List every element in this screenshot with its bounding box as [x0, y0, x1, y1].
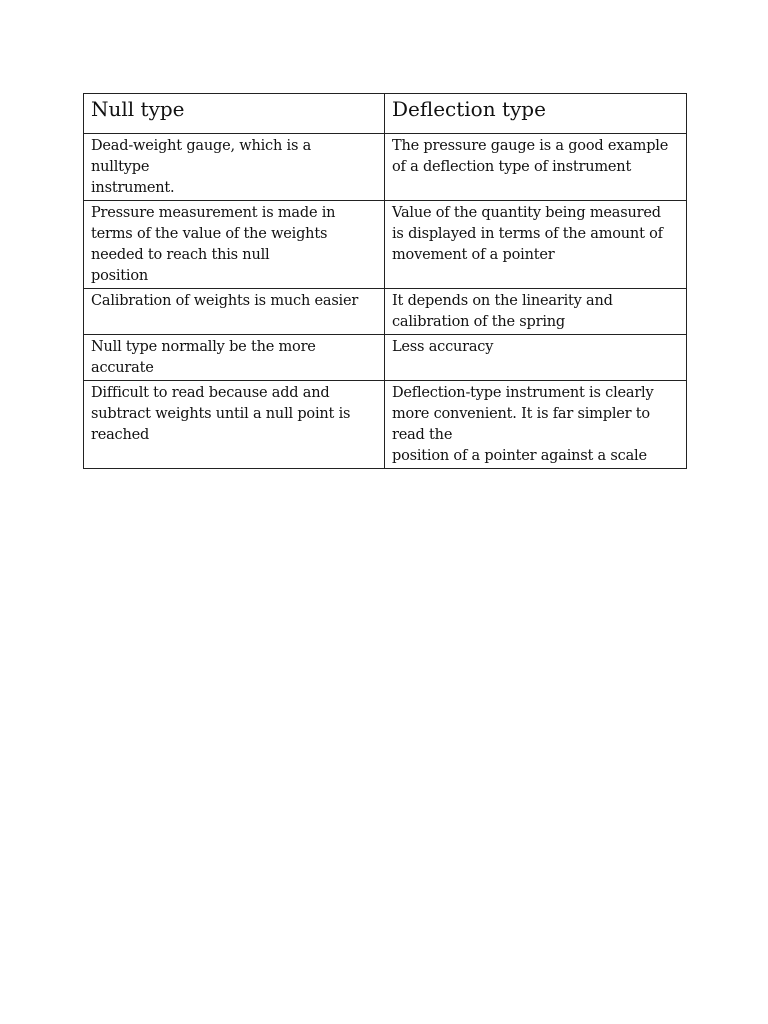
- cell-line: reached: [91, 427, 150, 443]
- cell-line: Calibration of weights is much easier: [91, 293, 359, 309]
- cell-line: Dead-weight gauge, which is a: [91, 138, 312, 154]
- cell-line: terms of the value of the weights: [91, 226, 328, 242]
- null-type-cell: [84, 134, 385, 201]
- table-row: [84, 381, 687, 469]
- cell-line: accurate: [91, 360, 154, 376]
- cell-line: Null type normally be the more: [91, 339, 316, 355]
- table-row: [84, 134, 687, 201]
- cell-line: more convenient. It is far simpler to: [392, 406, 650, 422]
- null-type-cell: [84, 335, 385, 381]
- comparison-table: [83, 93, 687, 469]
- header-deflection-type: Deflection type: [385, 94, 687, 134]
- cell-line: calibration of the spring: [392, 314, 566, 330]
- null-type-cell: [84, 381, 385, 469]
- cell-line: Deflection-type instrument is clearly: [392, 385, 654, 401]
- table-row: [84, 335, 687, 381]
- cell-line: subtract weights until a null point is: [91, 406, 351, 422]
- deflection-type-cell: [385, 201, 687, 289]
- cell-line: Value of the quantity being measured: [392, 205, 661, 221]
- null-type-cell: [84, 289, 385, 335]
- header-null-type: Null type: [84, 94, 385, 134]
- deflection-type-cell: [385, 134, 687, 201]
- deflection-type-cell: [385, 381, 687, 469]
- cell-line: instrument.: [91, 180, 175, 196]
- cell-line: of a deflection type of instrument: [392, 159, 632, 175]
- deflection-type-cell: [385, 289, 687, 335]
- cell-line: position of a pointer against a scale: [392, 448, 647, 464]
- cell-line: position: [91, 268, 149, 284]
- deflection-type-cell: [385, 335, 687, 381]
- cell-line: It depends on the linearity and: [392, 293, 613, 309]
- cell-line: Less accuracy: [392, 339, 494, 355]
- cell-line: The pressure gauge is a good example: [392, 138, 669, 154]
- table-row: [84, 201, 687, 289]
- null-type-cell: [84, 201, 385, 289]
- cell-line: Difficult to read because add and: [91, 385, 330, 401]
- cell-line: Pressure measurement is made in: [91, 205, 336, 221]
- table-row: [84, 289, 687, 335]
- table-header-row: [84, 94, 687, 134]
- cell-line: nulltype: [91, 159, 150, 175]
- cell-line: movement of a pointer: [392, 247, 555, 263]
- cell-line: needed to reach this null: [91, 247, 270, 263]
- cell-line: is displayed in terms of the amount of: [392, 226, 663, 242]
- cell-line: read the: [392, 427, 453, 443]
